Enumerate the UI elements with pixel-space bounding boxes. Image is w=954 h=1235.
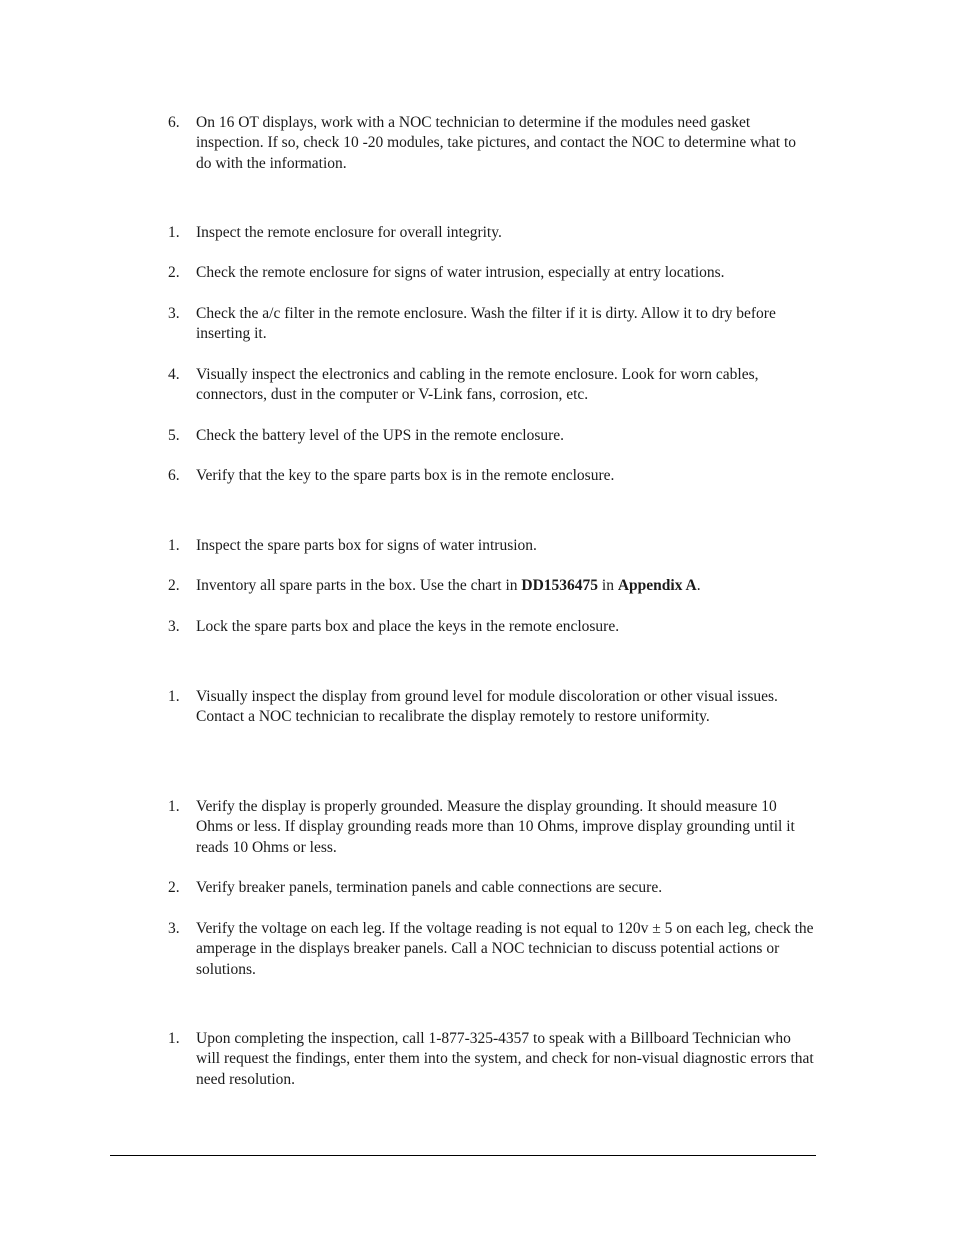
list-item-number: 2. (168, 879, 180, 896)
list-item-text: Upon completing the inspection, call 1-877-325-4357 to speak with a Billboard Technician who will request the findings, enter them into the system, and check for non-visual diagnostic errors that need resolution. (196, 1030, 814, 1088)
list-item-text (196, 576, 814, 596)
list-item-text: Visually inspect the electronics and cabling in the remote enclosure. Look for worn cables, connectors, dust in the computer or V-Link fans, corrosion, etc. (196, 366, 759, 404)
document-reference: DD1536475 (521, 577, 599, 594)
appendix-reference: Appendix A (617, 577, 697, 594)
list-item-number: 5. (168, 427, 180, 444)
list-item-text: Inspect the remote enclosure for overall integrity. (196, 224, 502, 241)
list-item-text: Verify the display is properly grounded. Measure the display grounding. It should measure 10 Ohms or less. If display grounding reads more than 10 Ohms, improve display grounding until it reads 10 Ohms or less. (196, 798, 795, 856)
list-item-number: 1. (168, 224, 180, 241)
text-segment: Inventory all spare parts in the box. Use the chart in (196, 577, 522, 594)
list-item-number: 1. (168, 798, 180, 815)
list-item-number: 6. (168, 114, 180, 131)
list-item-text: Visually inspect the display from ground level for module discoloration or other visual issues. Contact a NOC technician to recalibrate the display remotely to restore uniformity. (196, 688, 778, 726)
list-item-text: Check the a/c filter in the remote enclosure. Wash the filter if it is dirty. Allow it to dry before inserting it. (196, 305, 776, 343)
list-item-text: Lock the spare parts box and place the keys in the remote enclosure. (196, 618, 620, 635)
list-item-number: 2. (168, 264, 180, 281)
list-item-number: 1. (168, 688, 180, 705)
list-item-text: Verify the voltage on each leg. If the voltage reading is not equal to 120v ± 5 on each leg, check the amperage in the displays breaker panels. Call a NOC technician to discuss potential actions or solutions. (196, 920, 814, 978)
list-item-number: 1. (168, 1030, 180, 1047)
text-segment: in (598, 577, 618, 594)
list-item-text: Check the remote enclosure for signs of water intrusion, especially at entry locations. (196, 264, 725, 281)
list-item-text: Check the battery level of the UPS in the remote enclosure. (196, 427, 565, 444)
list-item-number: 1. (168, 537, 180, 554)
list-item-number: 3. (168, 920, 180, 937)
list-item-number: 4. (168, 366, 180, 383)
list-item-number: 3. (168, 305, 180, 322)
list-item-text: On 16 OT displays, work with a NOC technician to determine if the modules need gasket inspection. If so, check 10 -20 modules, take pictures, and contact the NOC to determine what to do with the information. (196, 114, 797, 172)
list-item-number: 2. (168, 577, 180, 594)
list-item-number: 6. (168, 467, 180, 484)
list-item-text: Verify breaker panels, termination panels and cable connections are secure. (196, 879, 663, 896)
list-item-text: Inspect the spare parts box for signs of water intrusion. (196, 537, 537, 554)
list-item-number: 3. (168, 618, 180, 635)
text-segment: . (696, 577, 701, 594)
list-item-text: Verify that the key to the spare parts box is in the remote enclosure. (196, 467, 615, 484)
footer-divider (110, 1155, 816, 1156)
